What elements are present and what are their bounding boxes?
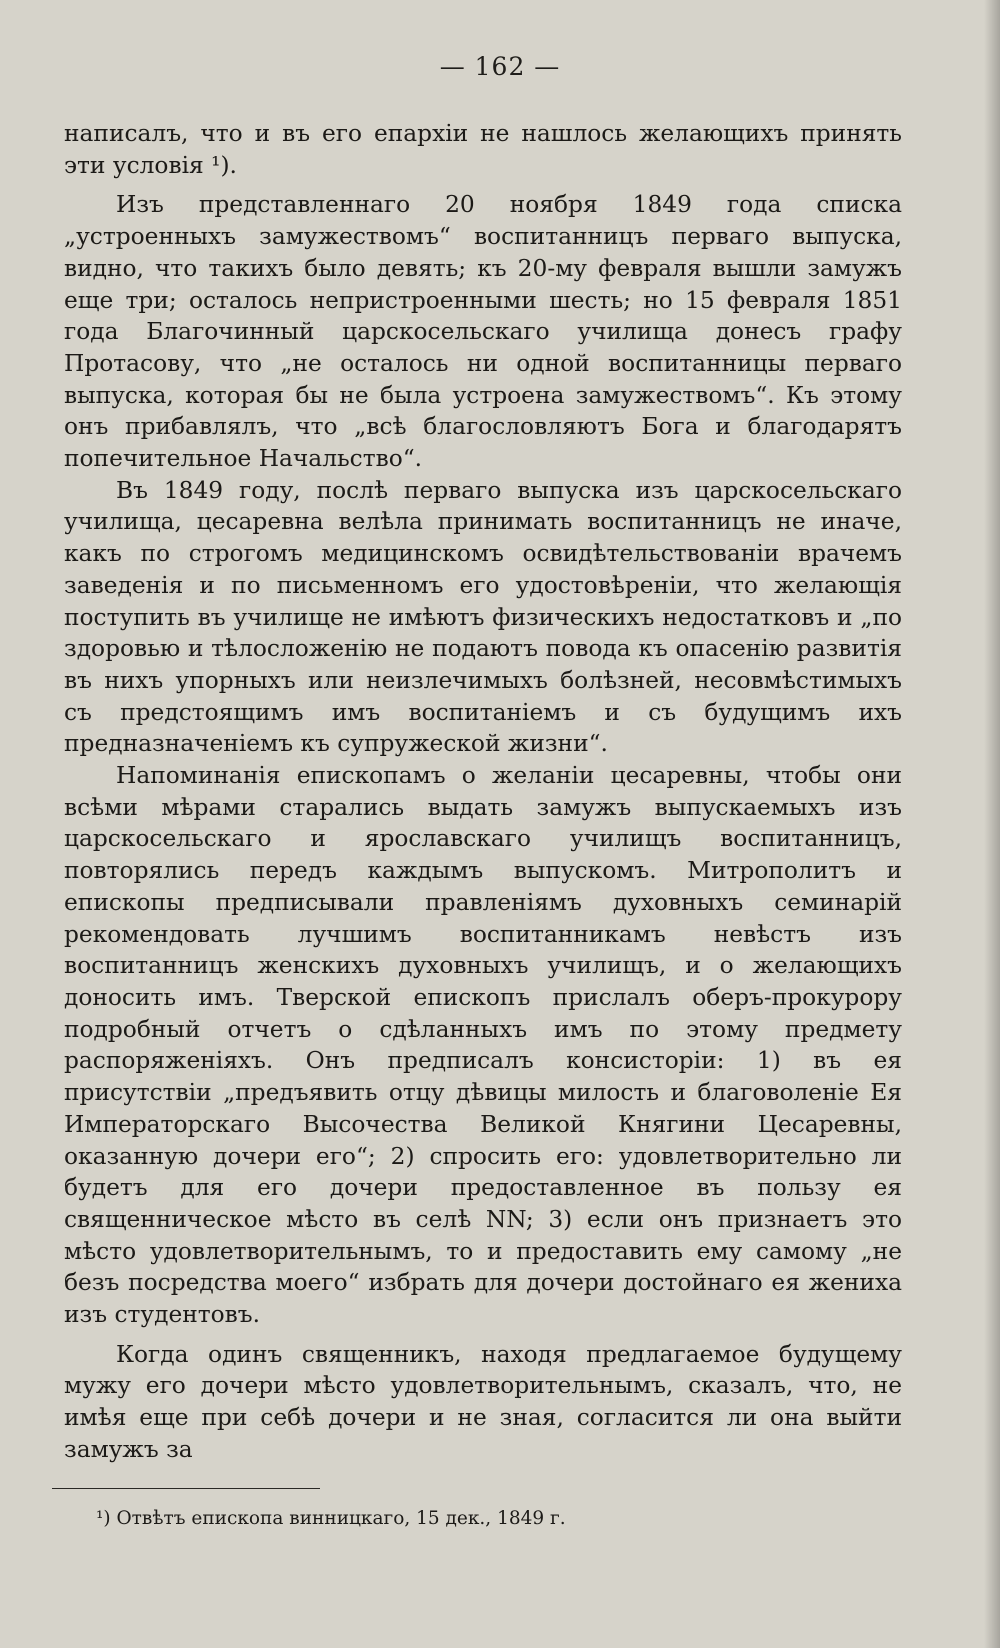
paragraph-3: Въ 1849 году, послѣ перваго выпуска изъ царскосельскаго училища, цесаревна велѣла принимать воспитанницъ не иначе, какъ по строгомъ медицинскомъ освидѣтельствованіи врачемъ заведенія и по письменномъ его удостовѣреніи, что желающія поступить въ училище не имѣютъ физическихъ недостатковъ и „по здоровью и тѣлосложенію не подаютъ повода къ опасенію развитія въ нихъ упорныхъ или неизлечимыхъ болѣзней, несовмѣстимыхъ съ предстоящимъ имъ воспитаніемъ и съ будущимъ ихъ предназначеніемъ къ супружеской жизни“.: [64, 476, 902, 758]
body-text: [64, 118, 902, 1466]
paragraph-4: Напоминанія епископамъ о желаніи цесаревны, чтобы они всѣми мѣрами старались выдать замужъ выпускаемыхъ изъ царскосельскаго и ярославскаго училищъ воспитанницъ, повторялись передъ каждымъ выпускомъ. Митрополитъ и епископы предписывали правленіямъ духовныхъ семинарій рекомендовать лучшимъ воспитанникамъ невѣстъ изъ воспитанницъ женскихъ духовныхъ училищъ, и о желающихъ доносить имъ. Тверской епископъ прислалъ оберъ-прокурору подробный отчетъ о сдѣланныхъ имъ по этому предмету распоряженіяхъ. Онъ предписалъ консисторіи: 1) въ ея присутствіи „предъявить отцу дѣвицы милость и благоволеніе Ея Императорскаго Высочества Великой Княгини Цесаревны, оказанную дочери его“; 2) спросить его: удовлетворительно ли будетъ для его дочери предоставленное въ пользу ея священническое мѣсто въ селѣ NN; 3) если онъ признаетъ это мѣсто удовлетворительнымъ, то и предоставить ему самому „не безъ посредства моего“ избрать для дочери достойнаго ея жениха изъ студентовъ.: [64, 762, 902, 1329]
page-edge-shadow: [984, 0, 1000, 1648]
paragraph-2: Изъ представленнаго 20 ноября 1849 года списка „устроенныхъ замужествомъ“ воспитанницъ перваго выпуска, видно, что такихъ было девять; къ 20-му февраля вышли замужъ еще три; осталось непристроенными шесть; но 15 февраля 1851 года Благочинный царскосельскаго училища донесъ графу Протасову, что „не осталось ни одной воспитанницы перваго выпуска, которая бы не была устроена замужествомъ“. Къ этому онъ прибавлялъ, что „всѣ благословляютъ Бога и благодарятъ попечительное Начальство“.: [64, 191, 902, 473]
footnote-divider: [52, 1488, 320, 1489]
paragraph-1: написалъ, что и въ его епархіи не нашлось желающихъ принять эти условія ¹).: [64, 120, 902, 179]
footnote: ¹) Отвѣтъ епископа винницкаго, 15 дек., 1849 г.: [96, 1508, 566, 1529]
paragraph-5: Когда одинъ священникъ, находя предлагаемое будущему мужу его дочери мѣсто удовлетворительнымъ, сказалъ, что, не имѣя еще при себѣ дочери и не зная, согласится ли она выйти замужъ за: [64, 1340, 902, 1463]
page-number: — 162 —: [439, 52, 561, 81]
